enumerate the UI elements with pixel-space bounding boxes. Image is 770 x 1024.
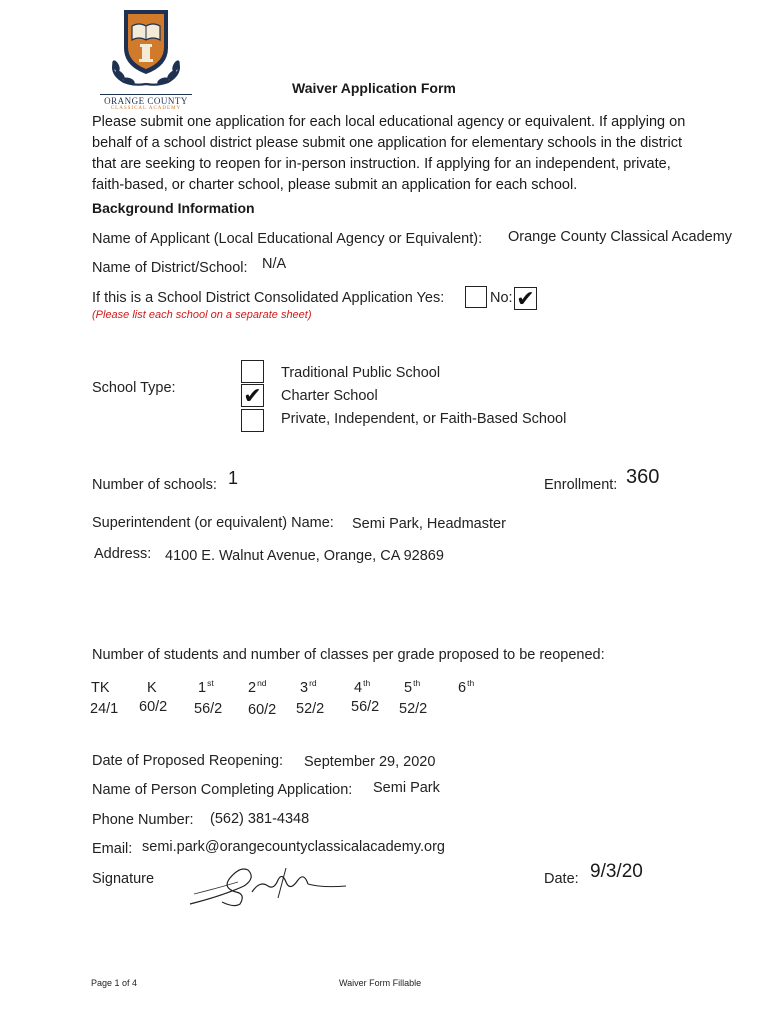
school-type-option-label: Private, Independent, or Faith-Based School	[281, 411, 567, 427]
grade-value-field[interactable]: 60/2	[248, 702, 277, 718]
logo-crest-icon	[100, 4, 192, 90]
page-title: Waiver Application Form	[292, 80, 456, 96]
number-of-schools-label: Number of schools:	[92, 477, 217, 493]
email-label: Email:	[92, 841, 133, 857]
address-label: Address:	[94, 546, 152, 562]
check-mark-icon: ✔	[516, 286, 535, 311]
school-type-option-label: Traditional Public School	[281, 365, 441, 381]
reopening-field[interactable]: September 29, 2020	[304, 754, 436, 770]
superintendent-field[interactable]: Semi Park, Headmaster	[352, 516, 506, 532]
grade-header: 4th	[354, 678, 371, 696]
grade-value-field[interactable]: 60/2	[139, 699, 168, 715]
grade-header: TK	[91, 680, 110, 696]
page-number: Page 1 of 4	[91, 978, 138, 988]
consolidated-no-checkbox[interactable]	[514, 287, 537, 310]
district-field[interactable]: N/A	[262, 256, 287, 272]
district-label: Name of District/School:	[92, 260, 248, 276]
signature-label: Signature	[92, 871, 155, 887]
number-of-schools-field[interactable]: 1	[228, 468, 239, 488]
intro-line: that are seeking to reopen for in-person instruction. If applying for an independent, private,	[92, 156, 671, 172]
section-heading: Background Information	[92, 200, 255, 216]
school-type-label: School Type:	[92, 380, 176, 396]
consolidated-label: If this is a School District Consolidated Application Yes:	[92, 290, 445, 306]
grade-value-field[interactable]: 52/2	[399, 701, 428, 717]
phone-label: Phone Number:	[92, 812, 194, 828]
address-field[interactable]: 4100 E. Walnut Avenue, Orange, CA 92869	[165, 548, 444, 564]
logo	[100, 4, 192, 111]
consolidated-yes-checkbox[interactable]	[465, 286, 487, 308]
grade-header: 5th	[404, 678, 421, 696]
applicant-label: Name of Applicant (Local Educational Agency or Equivalent):	[92, 231, 483, 247]
grade-value-field[interactable]: 56/2	[194, 701, 223, 717]
applicant-field[interactable]: Orange County Classical Academy	[508, 229, 733, 245]
intro-line: behalf of a school district please submit one application for elementary schools in the district	[92, 135, 682, 151]
enrollment-field[interactable]: 360	[626, 466, 660, 488]
grade-header: 1st	[198, 678, 214, 696]
grade-header: 6th	[458, 678, 475, 696]
logo-subname: CLASSICAL ACADEMY	[110, 106, 182, 111]
check-mark-icon: ✔	[243, 383, 262, 408]
school-type-option-label: Charter School	[281, 388, 378, 404]
intro-line: Please submit one application for each local educational agency or equivalent. If applying on	[92, 114, 686, 130]
grade-value-field[interactable]: 56/2	[351, 699, 380, 715]
consolidated-no-label: No:	[490, 290, 513, 306]
superintendent-label: Superintendent (or equivalent) Name:	[92, 515, 334, 531]
reopening-label: Date of Proposed Reopening:	[92, 753, 284, 769]
completer-label: Name of Person Completing Application:	[92, 782, 353, 798]
intro-paragraph	[92, 112, 685, 196]
grade-header: K	[147, 680, 157, 696]
footer-form-name: Waiver Form Fillable	[339, 978, 422, 988]
phone-field[interactable]: (562) 381-4348	[210, 811, 310, 827]
school-type-charter-checkbox[interactable]	[241, 384, 264, 407]
grade-header: 3rd	[300, 678, 317, 696]
signature-image[interactable]	[182, 858, 352, 910]
school-type-private-checkbox[interactable]	[241, 409, 264, 432]
enrollment-label: Enrollment:	[544, 477, 618, 493]
school-type-traditional-checkbox[interactable]	[241, 360, 264, 383]
grade-value-field[interactable]: 24/1	[90, 701, 119, 717]
completer-field[interactable]: Semi Park	[373, 780, 440, 796]
date-field[interactable]: 9/3/20	[590, 861, 643, 882]
handwritten-signature-icon	[182, 858, 352, 910]
logo-name: ORANGE COUNTY	[100, 94, 192, 106]
consolidated-note: (Please list each school on a separate sheet)	[92, 309, 312, 321]
email-field[interactable]: semi.park@orangecountyclassicalacademy.org	[142, 839, 445, 855]
date-label: Date:	[544, 871, 579, 887]
grades-heading: Number of students and number of classes per grade proposed to be reopened:	[92, 647, 605, 663]
intro-line: faith-based, or charter school, please submit an application for each school.	[92, 177, 578, 193]
grade-header: 2nd	[248, 678, 267, 696]
grade-value-field[interactable]: 52/2	[296, 701, 325, 717]
